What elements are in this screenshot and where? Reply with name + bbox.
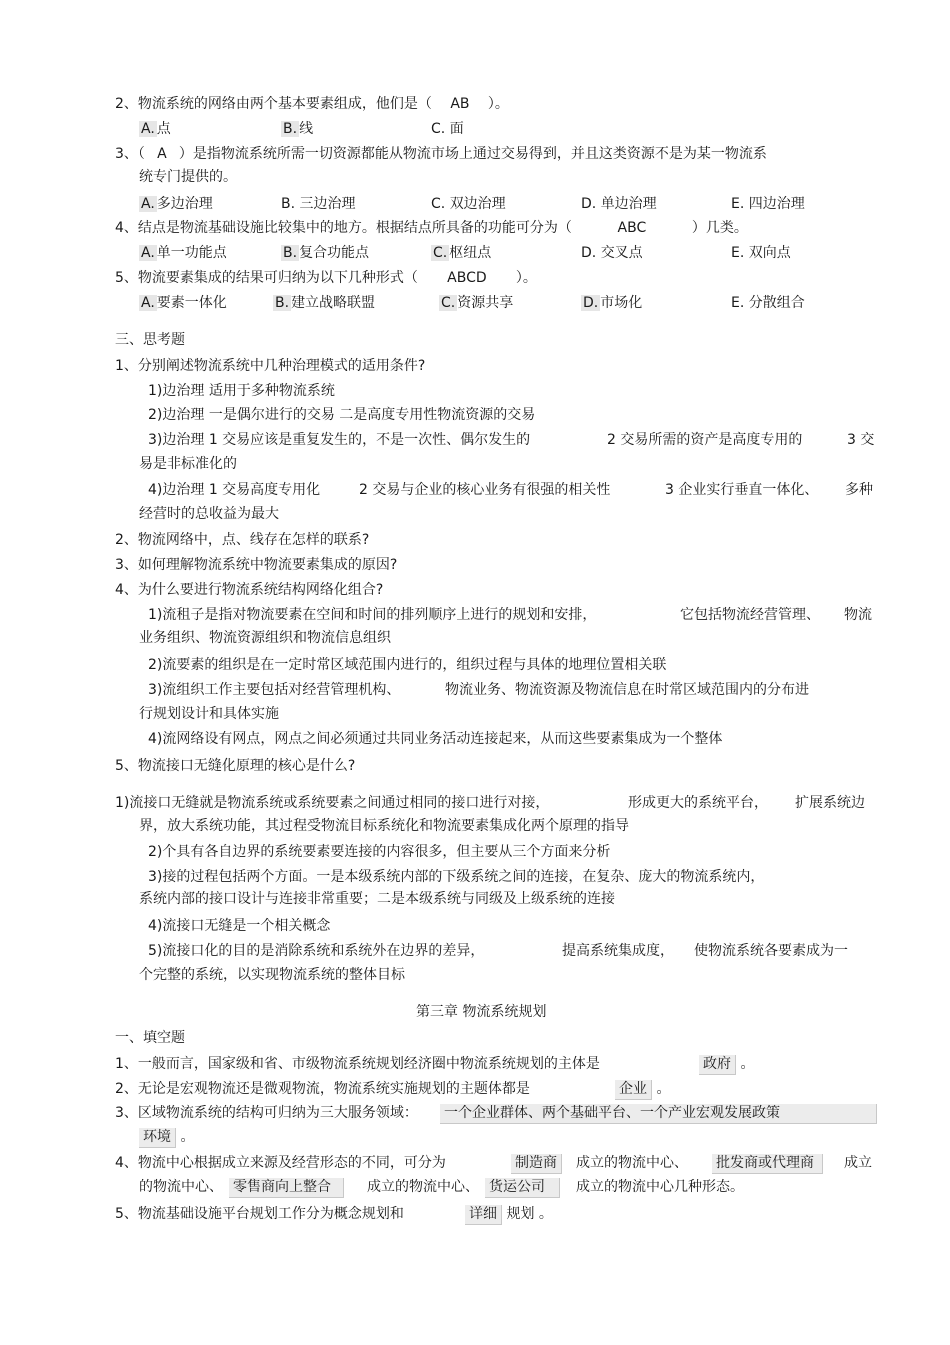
question-stem: 2、物流系统的网络由两个基本要素组成，他们是（ (115, 96, 432, 112)
option-b: B. 线 (283, 121, 314, 137)
option-a: A. 多边治理 (141, 196, 213, 212)
question-2: 2、物流系统的网络由两个基本要素组成，他们是（ AB ）。 (115, 96, 509, 112)
think-question-4: 4、为什么要进行物流系统结构网络化组合? (115, 582, 384, 598)
fill-question-1: 1、一般而言，国家级和省、市级物流系统规划经济圈中物流系统规划的主体是 (115, 1056, 600, 1072)
option-b: B. 建立战略联盟 (275, 295, 376, 311)
answer-line: 系统内部的接口设计与连接非常重要；二是本级系统与同级及上级系统的连接 (139, 891, 615, 907)
question-4: 4、结点是物流基础设施比较集中的地方。根据结点所具备的功能可分为（ ABC ）几类。 (115, 220, 748, 236)
answer-line: 1)流租子是指对物流要素在空间和时间的排列顺序上进行的规划和安排， (148, 607, 597, 623)
fill-text: 的物流中心、 (139, 1179, 223, 1195)
question-5: 5、物流要素集成的结果可归纳为以下几种形式（ ABCD ）。 (115, 270, 537, 286)
answer-line: 1)边治理 适用于多种物流系统 (148, 383, 335, 399)
option-d: D. 市场化 (583, 295, 643, 311)
question-3: 3、（ A ）是指物流系统所需一切资源都能从物流市场上通过交易得到，并且这类资源不是为某一物流系 (115, 146, 767, 162)
answer-line: 个完整的系统，以实现物流系统的整体目标 (139, 967, 405, 983)
think-question-3: 3、如何理解物流系统中物流要素集成的原因? (115, 557, 398, 573)
fill-answer: 政府 。 (699, 1054, 754, 1075)
fill-text: 成立的物流中心、 (576, 1155, 688, 1171)
think-question-5: 5、物流接口无缝化原理的核心是什么? (115, 758, 356, 774)
fill-question-4: 4、物流中心根据成立来源及经营形态的不同，可分为 (115, 1155, 446, 1171)
section-heading: 三、思考题 (115, 332, 185, 348)
answer-line: 界，放大系统功能，其过程受物流目标系统化和物流要素集成化两个原理的指导 (139, 818, 629, 834)
option-e: E. 分散组合 (731, 295, 805, 311)
answer-line: 它包括物流经营管理、 (680, 607, 820, 623)
answer: A (157, 146, 167, 162)
option-d: D. 交叉点 (581, 245, 643, 261)
fill-text: 成立 (844, 1155, 872, 1171)
answer-line: 1)流接口无缝就是物流系统或系统要素之间通过相同的接口进行对接， (115, 795, 550, 811)
fill-answer: 货运公司 (485, 1177, 560, 1198)
answer-line: 行规划设计和具体实施 (139, 706, 279, 722)
answer-line: 3)接的过程包括两个方面。一是本级系统内部的下级系统之间的连接，在复杂、庞大的物流系统内， (148, 869, 765, 885)
think-question-2: 2、物流网络中，点、线存在怎样的联系? (115, 532, 370, 548)
answer-line: 3 交 (847, 432, 875, 448)
answer-line: 4)流接口无缝是一个相关概念 (148, 918, 331, 934)
answer: AB (450, 96, 470, 112)
option-c: C. 资源共享 (441, 295, 514, 311)
answer-line: 经营时的总收益为最大 (139, 506, 279, 522)
answer-line: 2 交易所需的资产是高度专用的 (607, 432, 803, 448)
fill-answer: 批发商或代理商 (712, 1153, 823, 1174)
option-a: A. 点 (141, 121, 171, 137)
answer-line: 物流 (844, 607, 872, 623)
fill-answer: 企业 。 (615, 1079, 670, 1100)
fill-text: 成立的物流中心、 (367, 1179, 479, 1195)
answer-line: 使物流系统各要素成为一 (694, 943, 848, 959)
answer-line: 4)边治理 1 交易高度专用化 (148, 482, 321, 498)
answer-line: 2)边治理 一是偶尔进行的交易 二是高度专用性物流资源的交易 (148, 407, 536, 423)
option-c: C. 面 (431, 121, 464, 137)
option-a: A. 单一功能点 (141, 245, 227, 261)
option-b: B. 复合功能点 (283, 245, 370, 261)
answer-line: 2)个具有各自边界的系统要素要连接的内容很多，但主要从三个方面来分析 (148, 844, 611, 860)
fill-answer: 一个企业群体、两个基础平台、一个产业宏观发展政策 (440, 1103, 877, 1124)
answer-line: 3)流组织工作主要包括对经营管理机构、 (148, 682, 401, 698)
chapter-title: 第三章 物流系统规划 (416, 1004, 547, 1020)
answer-line: 业务组织、物流资源组织和物流信息组织 (139, 630, 391, 646)
section-heading: 一、填空题 (115, 1030, 185, 1046)
think-question-1: 1、分别阐述物流系统中几种治理模式的适用条件? (115, 358, 426, 374)
fill-answer: 零售商向上整合 (229, 1177, 344, 1198)
fill-answer: 制造商 (511, 1153, 562, 1174)
option-c: C. 双边治理 (431, 196, 506, 212)
option-e: E. 四边治理 (731, 196, 805, 212)
answer: ABCD (447, 270, 487, 286)
answer-line: 提高系统集成度， (562, 943, 674, 959)
answer-line: 3 企业实行垂直一体化、 (665, 482, 819, 498)
answer: ABC (617, 220, 647, 236)
answer-line: 形成更大的系统平台， (628, 795, 768, 811)
question-3-line2: 统专门提供的。 (139, 169, 237, 185)
option-d: D. 单边治理 (581, 196, 657, 212)
answer-line: 2)流要素的组织是在一定时常区域范围内进行的，组织过程与具体的地理位置相关联 (148, 657, 667, 673)
answer-line: 物流业务、物流资源及物流信息在时常区域范围内的分布进 (445, 682, 809, 698)
option-a: A. 要素一体化 (141, 295, 227, 311)
fill-question-2: 2、无论是宏观物流还是微观物流，物流系统实施规划的主题体都是 (115, 1081, 530, 1097)
answer-line: 4)流网络设有网点，网点之间必须通过共同业务活动连接起来，从而这些要素集成为一个整体 (148, 731, 723, 747)
option-c: C. 枢纽点 (433, 245, 492, 261)
fill-answer: 环境 。 (139, 1127, 194, 1148)
option-b: B. 三边治理 (281, 196, 356, 212)
answer-line: 2 交易与企业的核心业务有很强的相关性 (359, 482, 611, 498)
option-e: E. 双向点 (731, 245, 791, 261)
fill-answer: 详细 规划 。 (465, 1204, 553, 1225)
answer-line: 3)边治理 1 交易应该是重复发生的，不是一次性、偶尔发生的 (148, 432, 531, 448)
answer-line: 易是非标准化的 (139, 456, 237, 472)
answer-line: 扩展系统边 (795, 795, 865, 811)
answer-line: 5)流接口化的目的是消除系统和系统外在边界的差异， (148, 943, 485, 959)
fill-question-5: 5、物流基础设施平台规划工作分为概念规划和 (115, 1206, 404, 1222)
fill-text: 成立的物流中心几种形态。 (576, 1179, 744, 1195)
answer-line: 多种 (845, 482, 873, 498)
fill-question-3: 3、区域物流系统的结构可归纳为三大服务领域： (115, 1105, 418, 1121)
